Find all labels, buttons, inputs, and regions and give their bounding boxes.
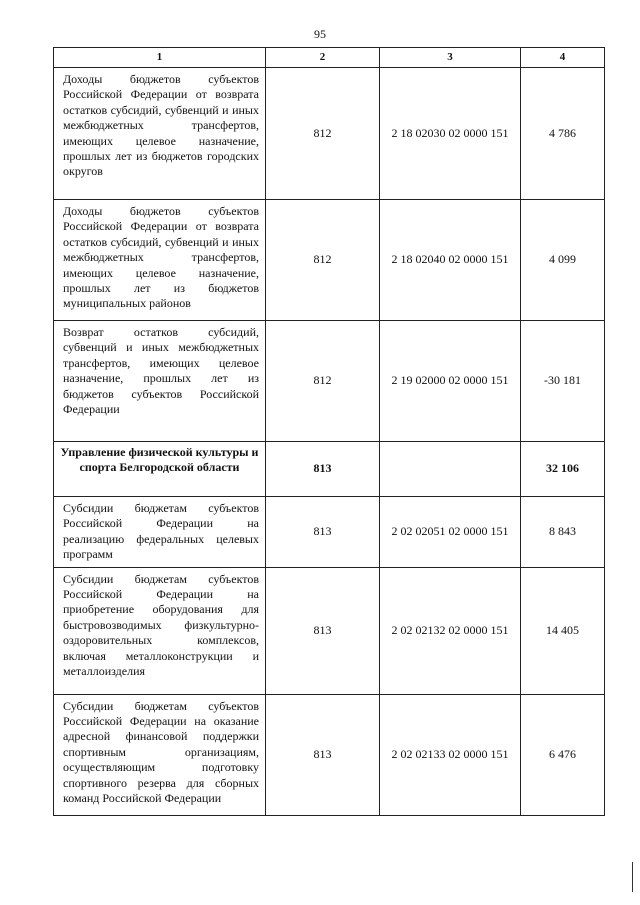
table-row: [54, 567, 605, 694]
table-row: [54, 442, 605, 497]
budget-table: [53, 47, 605, 816]
row-classification: 2 18 02030 02 0000 151: [380, 68, 521, 200]
row-classification: 2 18 02040 02 0000 151: [380, 200, 521, 321]
row-code: 813: [266, 442, 380, 497]
row-description: Возврат остатков субсидий, субвенций и иных межбюджетных трансфертов, имеющих целевое назначение, прошлых лет из бюджетов субъектов Российской Федерации: [54, 321, 266, 442]
row-code: 812: [266, 68, 380, 200]
row-amount: 4 099: [521, 200, 605, 321]
row-classification: 2 02 02051 02 0000 151: [380, 497, 521, 568]
row-code: 813: [266, 694, 380, 815]
table-row: [54, 200, 605, 321]
row-amount: 32 106: [521, 442, 605, 497]
header-col-2: 2: [266, 48, 380, 68]
margin-mark: [632, 862, 633, 892]
row-code: 812: [266, 321, 380, 442]
row-amount: 4 786: [521, 68, 605, 200]
table-row: [54, 321, 605, 442]
row-description: Управление физической культуры и спорта Белгородской области: [54, 442, 266, 497]
page-number: 95: [314, 27, 326, 41]
header-col-3: 3: [380, 48, 521, 68]
row-code: 812: [266, 200, 380, 321]
row-classification: 2 02 02133 02 0000 151: [380, 694, 521, 815]
row-amount: 14 405: [521, 567, 605, 694]
row-amount: 8 843: [521, 497, 605, 568]
table-row: [54, 497, 605, 568]
table-row: [54, 68, 605, 200]
header-col-1: 1: [54, 48, 266, 68]
row-code: 813: [266, 567, 380, 694]
row-code: 813: [266, 497, 380, 568]
row-description: Доходы бюджетов субъектов Российской Федерации от возврата остатков субсидий, субвенций и иных межбюджетных трансфертов, имеющих целевое назначение, прошлых лет из бюджетов городских округов: [54, 68, 266, 200]
row-description: Субсидии бюджетам субъектов Российской Федерации на приобретение оборудования для быстровозводимых физкультурно-оздоровительных комплексов, включая металлоконструкции и металлоизделия: [54, 567, 266, 694]
table-row: [54, 694, 605, 815]
row-classification: [380, 442, 521, 497]
table-header-row: [54, 48, 605, 68]
row-description: Доходы бюджетов субъектов Российской Федерации от возврата остатков субсидий, субвенций и иных межбюджетных трансфертов, имеющих целевое назначение, прошлых лет из бюджетов муниципальных районов: [54, 200, 266, 321]
header-col-4: 4: [521, 48, 605, 68]
row-classification: 2 19 02000 02 0000 151: [380, 321, 521, 442]
row-amount: 6 476: [521, 694, 605, 815]
row-classification: 2 02 02132 02 0000 151: [380, 567, 521, 694]
row-amount: -30 181: [521, 321, 605, 442]
row-description: Субсидии бюджетам субъектов Российской Федерации на реализацию федеральных целевых программ: [54, 497, 266, 568]
row-description: Субсидии бюджетам субъектов Российской Федерации на оказание адресной финансовой поддержки спортивным организациям, осуществляющим подготовку спортивного резерва для сборных команд Российской Федерации: [54, 694, 266, 815]
